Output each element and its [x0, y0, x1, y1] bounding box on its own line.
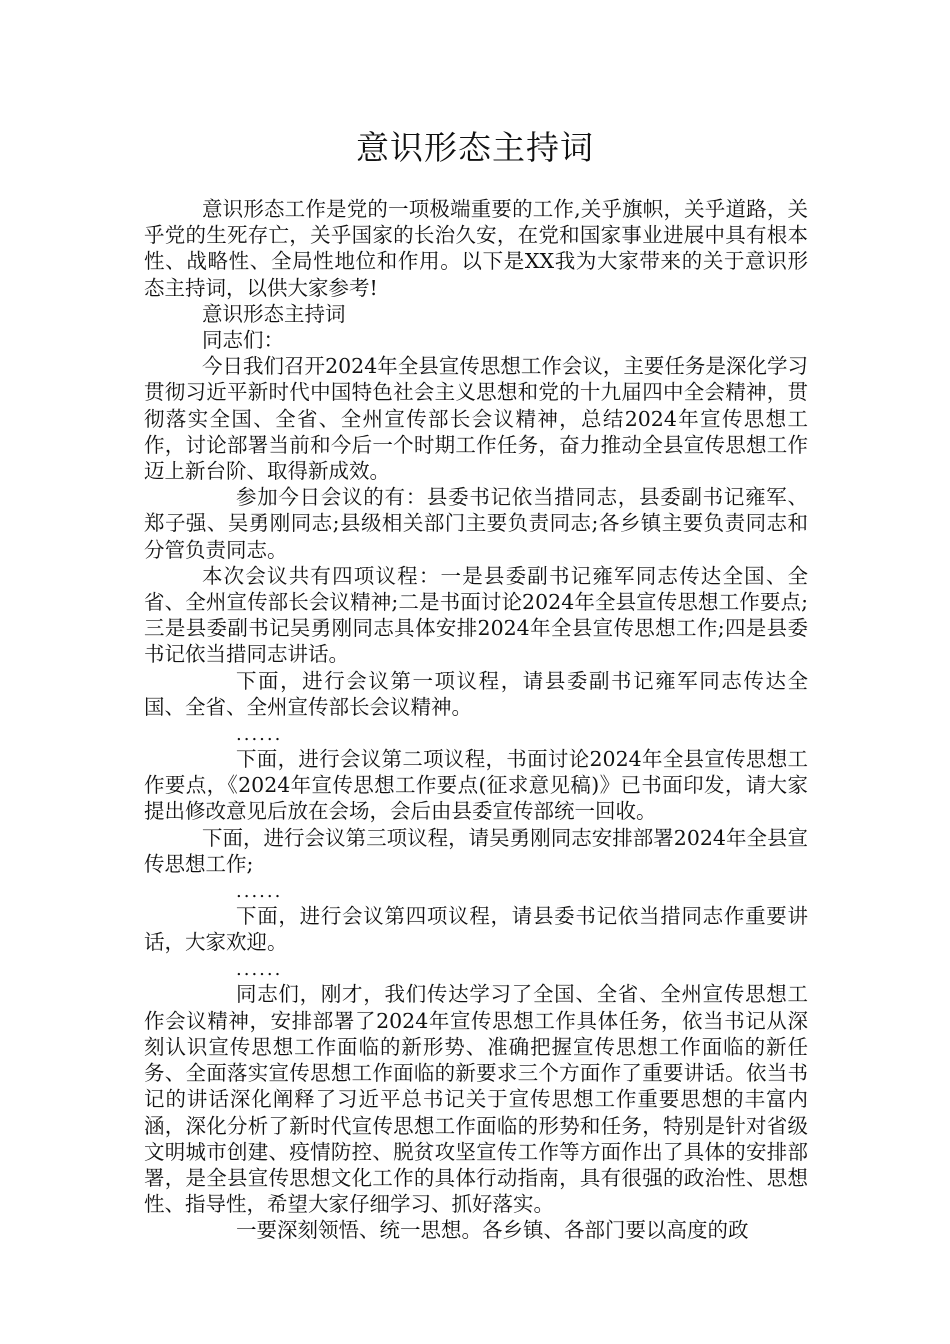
document-title: 意识形态主持词 — [356, 128, 594, 167]
section-heading: 意识形态主持词 — [202, 301, 346, 326]
ellipsis-2: ...... — [236, 881, 283, 903]
document-body — [144, 196, 808, 1244]
ellipsis-1: ...... — [236, 724, 283, 746]
agenda-item-2-paragraph: 下面，进行会议第二项议程，书面讨论2024年全县宣传思想工作要点，《2024年宣传思想工作要点(征求意见稿)》已书面印发，请大家提出修改意见后放在会场，会后由县委宣传部统一回收。 — [144, 747, 808, 824]
agenda-paragraph: 本次会议共有四项议程：一是县委副书记雍军同志传达全国、全省、全州宣传部长会议精神;二是书面讨论2024年全县宣传思想工作要点;三是县委副书记吴勇刚同志具体安排2024年全县宣传思想工作;四是县委书记依当措同志讲话。 — [144, 563, 808, 667]
agenda-item-4-paragraph: 下面，进行会议第四项议程，请县委书记依当措同志作重要讲话，大家欢迎。 — [144, 904, 808, 955]
agenda-item-1-paragraph: 下面，进行会议第一项议程，请县委副书记雍军同志传达全国、全省、全州宣传部长会议精神。 — [144, 668, 808, 719]
agenda-item-3-paragraph: 下面，进行会议第三项议程，请吴勇刚同志安排部署2024年全县宣传思想工作; — [144, 825, 808, 876]
salutation: 同志们： — [202, 328, 284, 353]
closing-paragraph: 一要深刻领悟、统一思想。各乡镇、各部门要以高度的政 — [236, 1218, 749, 1243]
opening-paragraph: 今日我们召开2024年全县宣传思想工作会议，主要任务是深化学习贯彻习近平新时代中国特色社会主义思想和党的十九届四中全会精神，贯彻落实全国、全省、全州宣传部长会议精神，总结2024年宣传思想工作，讨论部署当前和今后一个时期工作任务，奋力推动全县宣传思想工作迈上新台阶、取得新成效。 — [144, 354, 808, 484]
intro-paragraph: 意识形态工作是党的一项极端重要的工作,关乎旗帜，关乎道路，关乎党的生死存亡，关乎国家的长治久安，在党和国家事业进展中具有根本性、战略性、全局性地位和作用。以下是XX我为大家带来的关于意识形态主持词，以供大家参考! — [144, 197, 808, 300]
attendees-paragraph: 参加今日会议的有：县委书记依当措同志，县委副书记雍军、郑子强、吴勇刚同志;县级相关部门主要负责同志;各乡镇主要负责同志和分管负责同志。 — [144, 485, 808, 562]
summary-paragraph: 同志们，刚才，我们传达学习了全国、全省、全州宣传思想工作会议精神，安排部署了2024年宣传思想工作具体任务，依当书记从深刻认识宣传思想工作面临的新形势、准确把握宣传思想工作面临的新任务、全面落实宣传思想工作面临的新要求三个方面作了重要讲话。依当书记的讲话深化阐释了习近平总书记关于宣传思想工作重要思想的丰富内涵，深化分析了新时代宣传思想工作面临的形势和任务，特别是针对省级文明城市创建、疫情防控、脱贫攻坚宣传工作等方面作出了具体的安排部署，是全县宣传思想文化工作的具体行动指南，具有很强的政治性、思想性、指导性，希望大家仔细学习、抓好落实。 — [144, 982, 808, 1217]
ellipsis-3: ...... — [236, 959, 283, 981]
